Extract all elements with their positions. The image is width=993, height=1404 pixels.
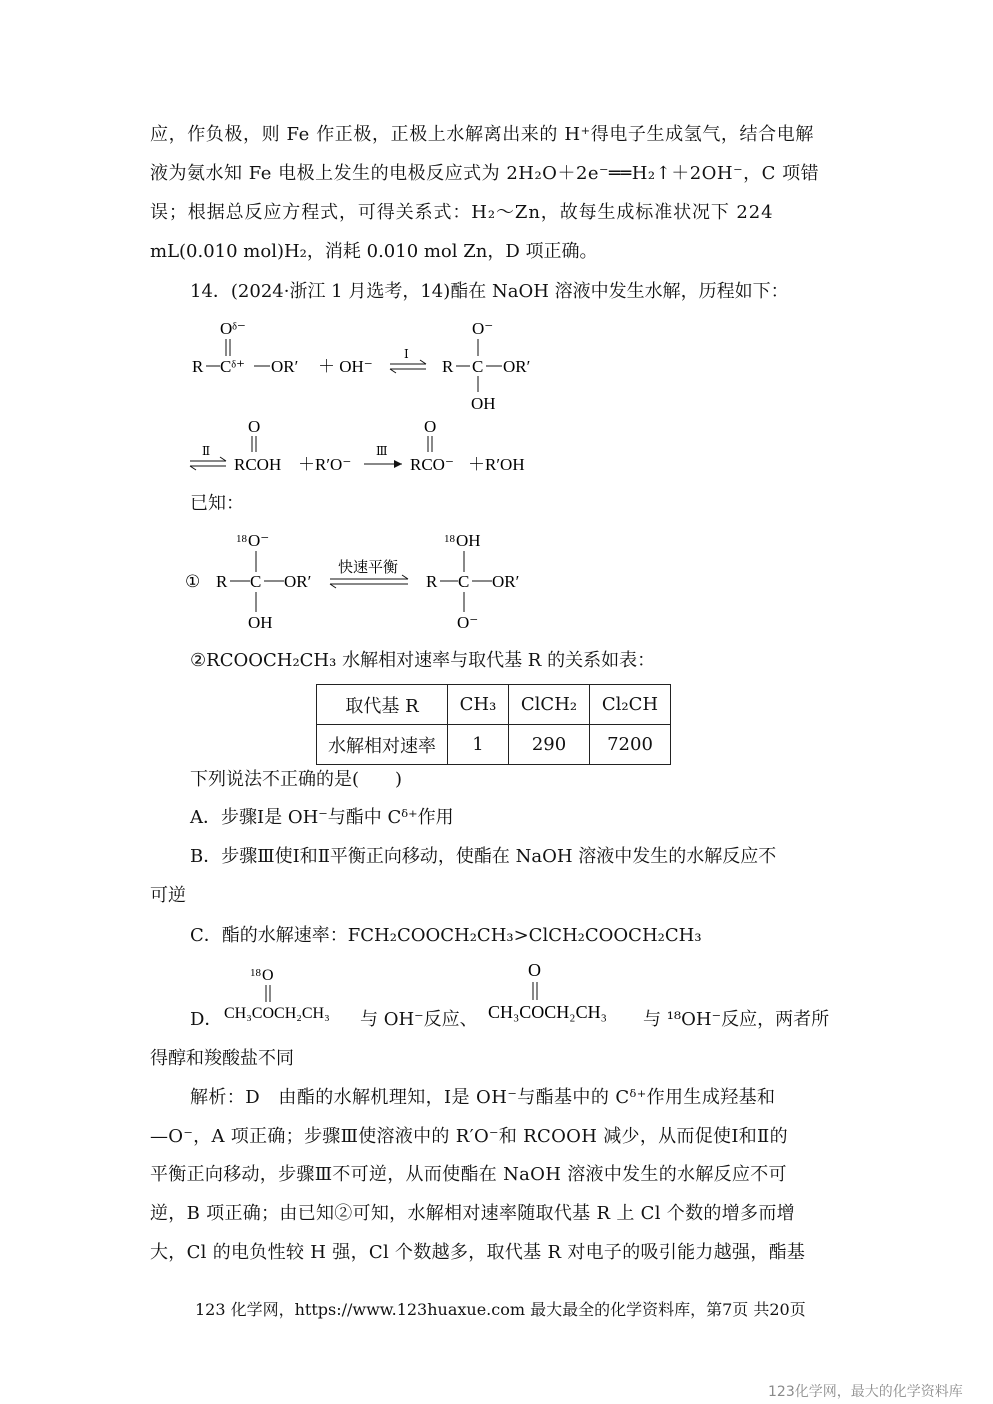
or-label-2: OR′ — [503, 357, 531, 376]
option-a: A．步骤Ⅰ是 OH⁻与酯中 Cᵟ⁺作用 — [190, 807, 454, 828]
rate-table — [316, 684, 671, 765]
known-2-text: ②RCOOCH₂CH₃ 水解相对速率与取代基 R 的关系如表： — [190, 650, 656, 671]
plus-ro-minus-label: ＋R′O⁻ — [298, 455, 352, 474]
c-delta-label: Cᵟ⁺ — [220, 357, 245, 376]
table-cell: 取代基 R — [317, 685, 448, 725]
table-row — [317, 685, 671, 725]
table-cell: Cl₂CH — [590, 685, 671, 725]
table-cell: 7200 — [590, 725, 671, 765]
o18-minus-label: O⁻ — [248, 531, 270, 550]
o-minus-label: O⁻ — [472, 319, 494, 338]
d1-chain-label: CH₃COCH₂CH₃ — [224, 1005, 330, 1022]
prev-line-4: mL(0.010 mol)H₂，消耗 0.010 mol Zn，D 项正确。 — [150, 241, 598, 262]
r-label: R — [192, 357, 204, 376]
rco-minus-label: RCO⁻ — [410, 455, 454, 474]
prev-line-1: 应，作负极，则 Fe 作正极，正极上水解离出来的 H⁺得电子生成氢气，结合电解 — [150, 124, 814, 145]
question-stem: 14．(2024·浙江 1 月选考，14)酯在 NaOH 溶液中发生水解，历程如下： — [190, 281, 789, 302]
question-text: 下列说法不正确的是( ) — [190, 769, 403, 790]
analysis-line-4: 逆，B 项正确；由已知②可知，水解相对速率随取代基 R 上 Cl 个数的增多而增 — [150, 1203, 795, 1224]
table-cell: CH₃ — [448, 685, 509, 725]
prev-line-3: 误；根据总反应方程式，可得关系式：H₂～Zn，故每生成标准状况下 224 — [150, 202, 774, 223]
plus-roh-label: ＋R′OH — [468, 455, 525, 474]
table-cell: 1 — [448, 725, 509, 765]
fast-equilibrium-label: 快速平衡 — [338, 560, 399, 576]
o-delta-label: Oᵟ⁻ — [220, 319, 246, 338]
page-footer: 123 化学网，https://www.123huaxue.com 最大最全的化学资料库，第7页 共20页 — [195, 1300, 806, 1319]
option-d-prefix: D． — [190, 1009, 223, 1030]
sup-18-label-2: 18 — [444, 533, 455, 545]
option-d-mid-1: 与 OH⁻反应、 — [360, 1009, 478, 1030]
oh-label-2: OH — [248, 613, 273, 632]
d2-o-label: O — [528, 960, 541, 980]
d1-o-label: O — [262, 967, 274, 984]
c-label: C — [472, 357, 484, 376]
oh-label: OH — [471, 394, 496, 413]
option-d-structure-1 — [222, 960, 362, 1030]
analysis-line-2: —O⁻，A 项正确；步骤Ⅲ使溶液中的 R′O⁻和 RCOOH 减少，从而促使Ⅰ和Ⅱ的 — [150, 1126, 788, 1147]
option-b-line-2: 可逆 — [150, 885, 186, 906]
table-row — [317, 725, 671, 765]
o-label-acid: O — [248, 417, 261, 436]
option-d-structure-2 — [486, 956, 646, 1030]
sup-18-label: 18 — [236, 533, 247, 545]
r-label-3: R — [216, 572, 228, 591]
analysis-line-3: 平衡正向移动，步骤Ⅲ不可逆，从而使酯在 NaOH 溶液中发生的水解反应不可 — [150, 1164, 787, 1185]
circle-1-label: ① — [185, 572, 201, 591]
table-cell: 水解相对速率 — [317, 725, 448, 765]
option-d-mid-2: 与 ¹⁸OH⁻反应，两者所 — [643, 1009, 830, 1030]
o18-oh-label: OH — [456, 531, 481, 550]
option-c: C．酯的水解速率：FCH₂COOCH₂CH₃>ClCH₂COOCH₂CH₃ — [190, 925, 702, 946]
analysis-line-5: 大，Cl 的电负性较 H 强，Cl 个数越多，取代基 R 对电子的吸引能力越强，酯基 — [150, 1242, 806, 1263]
or-label: OR′ — [271, 357, 299, 376]
plus-oh-label: ＋ OH⁻ — [318, 357, 373, 376]
option-b-line-1: B．步骤Ⅲ使Ⅰ和Ⅱ平衡正向移动，使酯在 NaOH 溶液中发生的水解反应不 — [190, 846, 777, 867]
or-label-4: OR′ — [492, 572, 520, 591]
known-equilibrium-1 — [180, 524, 540, 636]
r-label-2: R — [442, 357, 454, 376]
or-label-3: OR′ — [284, 572, 312, 591]
step-2-label: Ⅱ — [202, 444, 211, 458]
c-label-2: C — [250, 572, 262, 591]
o-label-carboxylate: O — [424, 417, 437, 436]
hydrolysis-mechanism-scheme — [180, 312, 580, 482]
watermark: 123化学网，最大的化学资料库 — [768, 1384, 963, 1400]
prev-line-2: 液为氨水知 Fe 电极上发生的电极反应式为 2H₂O＋2e⁻══H₂↑＋2OH⁻，C 项错 — [150, 163, 820, 184]
option-d-line-2: 得醇和羧酸盐不同 — [150, 1048, 294, 1069]
sup-18-label-3: 18 — [250, 967, 261, 979]
c-label-3: C — [458, 572, 470, 591]
d2-chain-label: CH₃COCH₂CH₃ — [488, 1002, 607, 1022]
table-cell: 290 — [509, 725, 590, 765]
r-label-4: R — [426, 572, 438, 591]
step-3-label: Ⅲ — [376, 444, 388, 458]
step-1-label: Ⅰ — [404, 347, 409, 361]
known-label: 已知： — [190, 493, 244, 514]
o-minus-label-2: O⁻ — [457, 613, 479, 632]
analysis-line-1: 解析：D 由酯的水解机理知，Ⅰ是 OH⁻与酯基中的 Cᵟ⁺作用生成羟基和 — [190, 1087, 776, 1108]
table-cell: ClCH₂ — [509, 685, 590, 725]
rcooh-label: RCOH — [234, 455, 282, 474]
